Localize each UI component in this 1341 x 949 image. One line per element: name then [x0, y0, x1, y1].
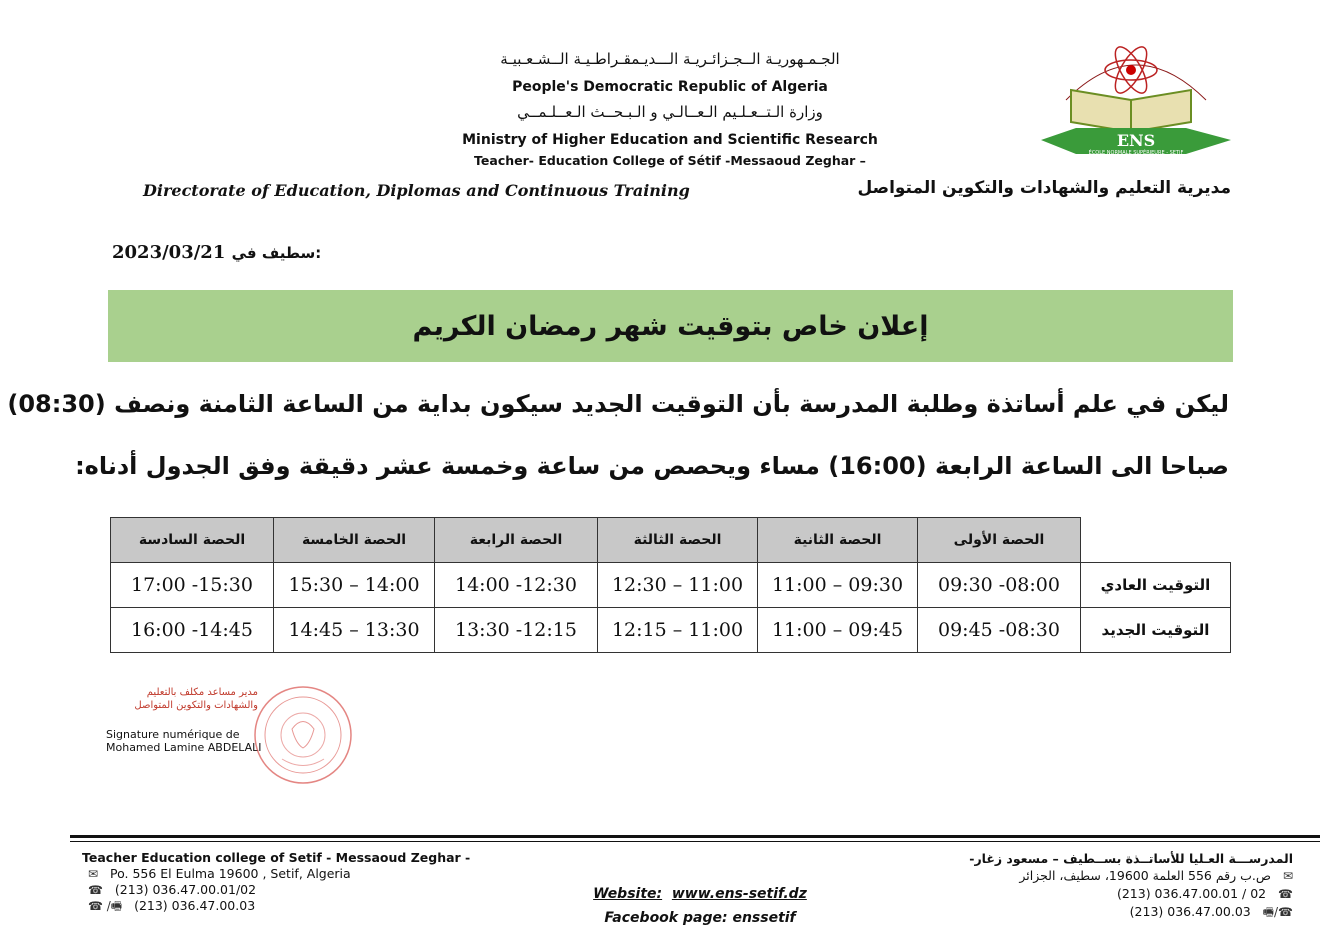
facebook-page: Facebook page: enssetif: [604, 910, 796, 926]
time-cell: 12:15 – 11:00: [598, 608, 758, 653]
svg-text:ENS: ENS: [1116, 131, 1156, 150]
header-english-republic: People's Democratic Republic of Algeria: [512, 79, 828, 95]
footer-left-address-line: [82, 866, 470, 882]
row-label-new: التوقيت الجديد: [1081, 608, 1231, 653]
schedule-row-new: [111, 608, 1231, 653]
footer-left-fax-line: [82, 898, 470, 914]
official-stamp: [252, 684, 354, 786]
header-blank: [1081, 518, 1231, 563]
header-session-2: الحصة الثانية: [758, 518, 918, 563]
phone-icon: ☎: [88, 883, 103, 897]
announcement-line-2: صباحا الى الساعة الرابعة (16:00) مساء ويحصص من ساعة وخمسة عشر دقيقة وفق الجدول أدناه:: [75, 452, 1229, 480]
schedule-table: [110, 517, 1231, 653]
time-cell: 16:00 -14:45: [111, 608, 274, 653]
ens-logo-icon: [1036, 40, 1236, 160]
footer-right-address-line: [969, 867, 1293, 885]
time-cell: 15:30 – 14:00: [274, 563, 435, 608]
header-session-5: الحصة الخامسة: [274, 518, 435, 563]
footer-left-address: Po. 556 El Eulma 19600 , Setif, Algeria: [109, 866, 351, 881]
footer-rule-thin: [70, 841, 1320, 842]
footer-right-phone: (213) 036.47.00.01 / 02: [1116, 886, 1267, 901]
header-arabic-ministry: وزارة الـتــعـلـيم الـعــالـي و الـبـحــث الـعــلـمــي: [517, 103, 823, 121]
svg-text:ÉCOLE NORMALE SUPÉRIEURE - SET: ÉCOLE NORMALE SUPÉRIEURE - SETIF: [1088, 150, 1184, 156]
website-link[interactable]: www.ens-setif.dz: [671, 886, 807, 902]
phone-fax-icon: 🖷/☎: [1262, 905, 1293, 919]
header-session-1: الحصة الأولى: [918, 518, 1081, 563]
footer-right-fax: (213) 036.47.00.03: [1129, 904, 1251, 919]
footer-middle: [560, 882, 840, 930]
time-cell: 13:30 -12:15: [435, 608, 598, 653]
phone-icon: ☎: [1278, 887, 1293, 901]
footer-left-fax: (213) 036.47.00.03: [134, 898, 256, 913]
footer-left-phone: (213) 036.47.00.01/02: [114, 882, 257, 897]
footer-right-phone-line: [969, 885, 1293, 903]
header-arabic-republic: الجـمـهوريـة الــجـزائـريـة الـــديـمقـراطـيـة الــشـعـبيـة: [500, 50, 840, 68]
footer-rule-thick: [70, 835, 1320, 838]
stamp-icon: [252, 684, 354, 786]
phone-fax-icon: ☎ /🖷: [88, 899, 123, 913]
signature-line-2: Mohamed Lamine ABDELALI: [106, 741, 262, 754]
directorate-english: Directorate of Education, Diplomas and Continuous Training: [143, 181, 690, 200]
header-english-college: Teacher- Education College of Sétif -Messaoud Zeghar –: [474, 153, 866, 168]
schedule-row-normal: [111, 563, 1231, 608]
announcement-line-1: ليكن في علم أساتذة وطلبة المدرسة بأن التوقيت الجديد سيكون بداية من الساعة الثامنة ونصف (08:30): [7, 390, 1229, 418]
time-cell: 14:00 -12:30: [435, 563, 598, 608]
time-cell: 12:30 – 11:00: [598, 563, 758, 608]
header-session-6: الحصة السادسة: [111, 518, 274, 563]
date-line: [112, 242, 321, 263]
envelope-icon: ✉: [1282, 869, 1293, 883]
time-cell: 09:30 -08:00: [918, 563, 1081, 608]
date-label: سطيف في:: [231, 244, 322, 262]
signature-line-1: Signature numérique de: [106, 728, 240, 741]
signature-block: [106, 728, 262, 754]
footer-right-title: المدرســـة العـليا للأساتــذة بســطيف – مسعود زغار-: [969, 851, 1293, 866]
time-cell: 11:00 – 09:45: [758, 608, 918, 653]
header-english-ministry: Ministry of Higher Education and Scientific Research: [462, 132, 878, 148]
ens-logo: [1036, 40, 1236, 160]
footer-left-phone-line: [82, 882, 470, 898]
time-cell: 14:45 – 13:30: [274, 608, 435, 653]
footer-left-title: Teacher Education college of Setif - Messaoud Zeghar -: [82, 850, 471, 865]
time-cell: 09:45 -08:30: [918, 608, 1081, 653]
time-cell: 17:00 -15:30: [111, 563, 274, 608]
footer-left: [82, 850, 470, 914]
footer-right-address: ص.ب رقم 556 العلمة 19600، سطيف، الجزائر: [1019, 868, 1272, 883]
time-cell: 11:00 – 09:30: [758, 563, 918, 608]
schedule-header-row: [111, 518, 1231, 563]
directorate-arabic: مديرية التعليم والشهادات والتكوين المتواصل: [857, 178, 1231, 198]
row-label-normal: التوقيت العادي: [1081, 563, 1231, 608]
announcement-banner: [108, 290, 1233, 362]
footer-right-fax-line: [969, 903, 1293, 921]
website-label: Website:: [593, 886, 663, 902]
envelope-icon: ✉: [88, 867, 99, 881]
announcement-title: إعلان خاص بتوقيت شهر رمضان الكريم: [412, 310, 929, 342]
signature-title-arabic: مدير مساعد مكلف بالتعليم والشهادات والتكوين المتواصل: [134, 687, 258, 711]
header-session-3: الحصة الثالثة: [598, 518, 758, 563]
date-value: 2023/03/21: [112, 242, 226, 263]
footer-right: [969, 850, 1293, 921]
header-session-4: الحصة الرابعة: [435, 518, 598, 563]
